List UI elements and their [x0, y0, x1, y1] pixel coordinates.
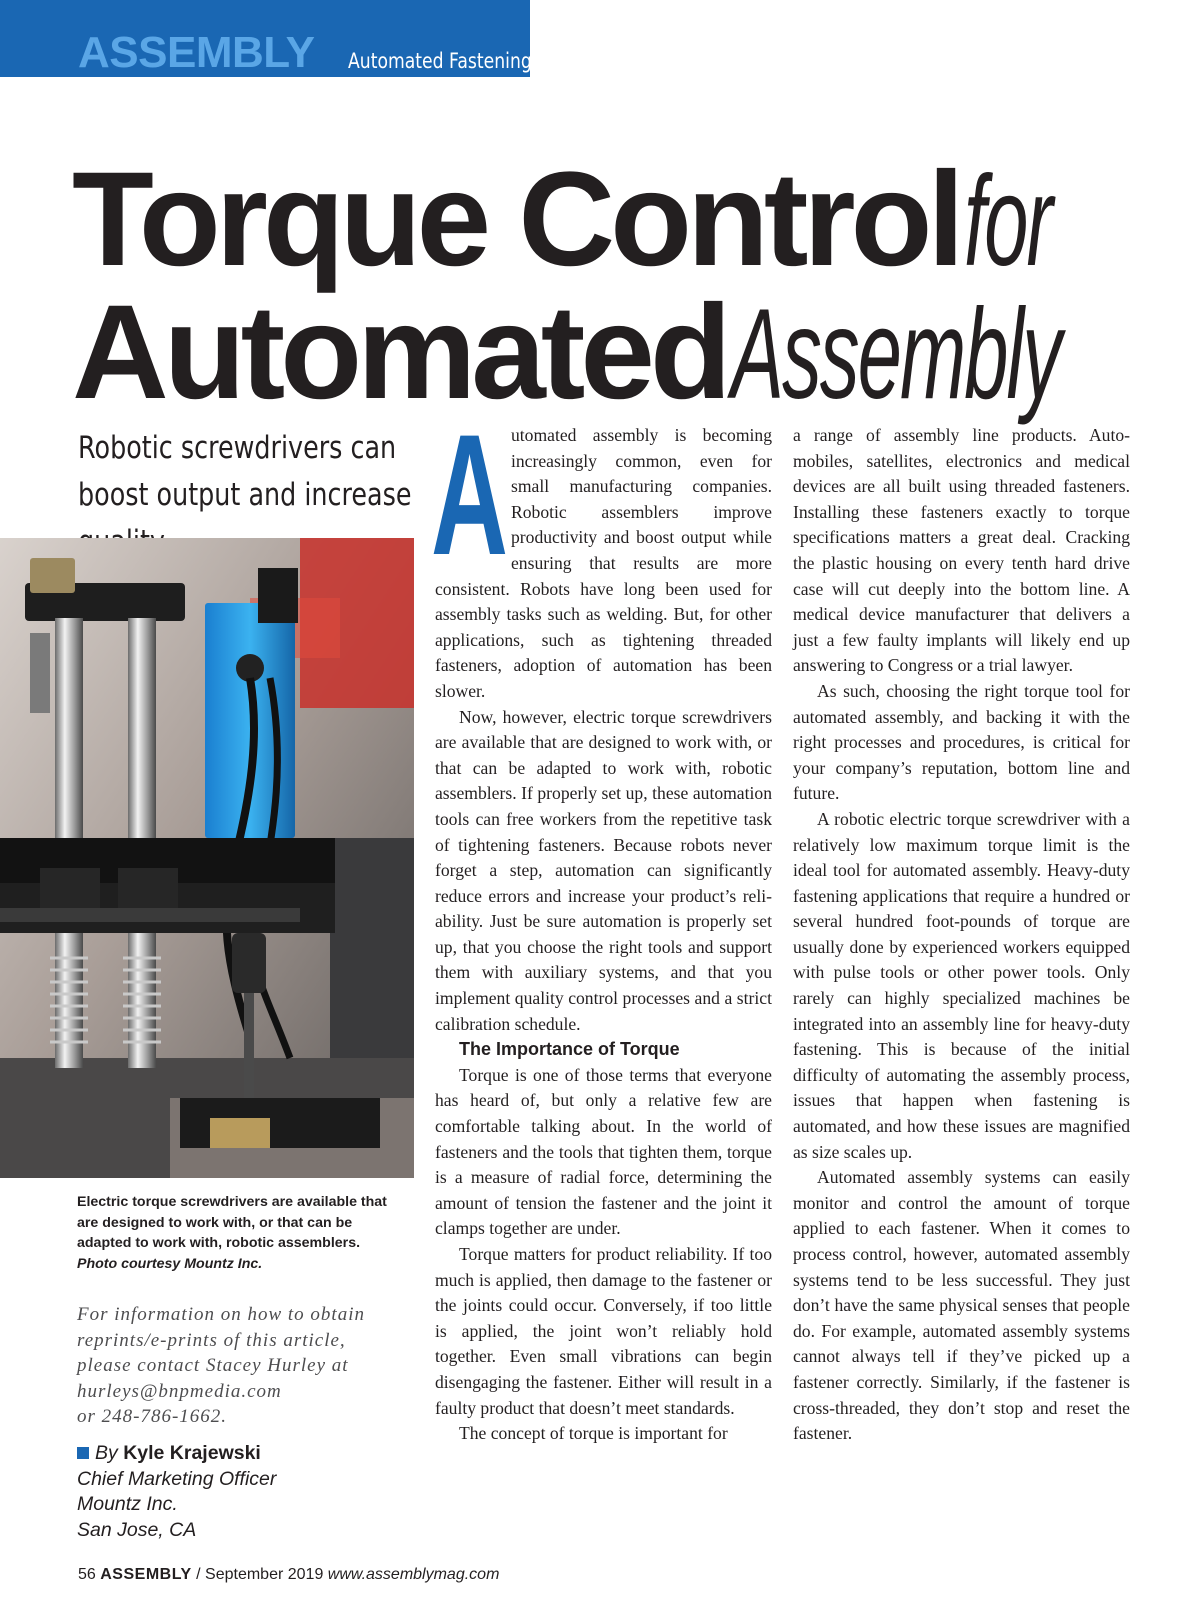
body-paragraph: The concept of torque is important for — [459, 1423, 728, 1444]
page-number: 56 — [78, 1566, 96, 1583]
footer-date: / September 2019 — [196, 1566, 324, 1583]
body-column-3 — [793, 423, 1130, 1447]
page-footer — [78, 1565, 499, 1585]
bullet-square-icon — [77, 1447, 89, 1459]
caption-credit: Photo courtesy Mountz Inc. — [77, 1255, 263, 1272]
headline-line-1 — [72, 145, 1104, 294]
body-paragraph: Torque is one of those terms that everyone has heard of, but only a relative few are comfortable talking about. In the world of fasteners and the tools that tighten them, torque is a measure of radial force, determining the amount of tension the fastener and the joint it clamps together are under. — [435, 1064, 772, 1239]
headline-line-2 — [72, 278, 1200, 427]
body-paragraph: Automated assembly systems can easily monitor and control the amount of torque applied to each fastener. When it comes to process control, however, automated assembly systems tend to be less successful. They just don’t have the same physical senses that people do. For example, automated assembly systems cannot always tell if they’ve picked up a fastener correctly. Similarly, if the fastener is cross-threaded, they don’t stop and reset the fastener. — [793, 1167, 1130, 1444]
author-location: San Jose, CA — [77, 1518, 197, 1541]
body-paragraph: Torque matters for product reliability. If too much is applied, then damage to the fastener or the joints could occur. Conversely, if too little is applied, the joint won’t reliably hold together. Even small vibrations can begin disengaging the fastener. Either will result in a faulty product that doesn’t meet standards. — [435, 1244, 772, 1418]
photo-caption — [77, 1192, 407, 1274]
body-column-2 — [431, 399, 772, 1447]
body-paragraph: a range of assembly line products. Automobiles, satellites, electronics and medical devices are all built using threaded fasteners. Installing these fasteners exactly to torque specifications matters a great deal. Cracking the plastic housing on every tenth hard drive case will cut deeply into the bottom line. A medical device manufacturer that delivers a just a few faulty implants will likely end up answering to Congress or a trial lawyer. — [793, 425, 1130, 676]
byline-by: By — [95, 1442, 118, 1464]
footer-brand: ASSEMBLY — [100, 1566, 192, 1583]
author-name: Kyle Krajewski — [123, 1442, 261, 1464]
caption-text: Electric torque screwdrivers are available that are designed to work with, or that can be adapted to work with, robotic assemblers. — [77, 1194, 387, 1251]
headline-italic-2: Assembly — [730, 283, 1060, 426]
section-subhead: The Importance of Torque — [459, 1039, 680, 1060]
body-paragraph: utomated assembly is becoming increasingly common, even for small manufacturing companies. Robotic assemblers improve productivity and boost output while ensuring that results are more consistent. Robots have long been used for assembly tasks such as welding. But, for other applications, such as tightening threaded fasteners, adoption of automation has been slower. — [435, 425, 772, 701]
author-company: Mountz Inc. — [77, 1493, 178, 1515]
body-paragraph: Now, however, electric torque screwdrivers are available that are designed to work with, or that can be adapted to work with, robotic assemblers. If properly set up, these automation tools can free workers from the repetitive task of tightening fasteners. Because robots never forget a step, automation can significantly reduce errors and increase your product’s reliability. Just be sure automation is properly set up, that you choose the right tools and support them with auxiliary systems, and that you implement quality control processes and a strict calibration schedule. — [435, 706, 772, 1034]
robotic-screwdriver-photo — [0, 538, 414, 1178]
body-paragraph: As such, choosing the right torque tool for automated assembly, and backing it with the right processes and procedures, is critical for your company’s reputation, bottom line and future. — [793, 680, 1130, 804]
footer-url[interactable]: www.assemblymag.com — [327, 1566, 500, 1583]
headline-bold-2: Automated — [72, 278, 727, 427]
article-deck: Robotic screwdrivers can boost output and increase — [78, 430, 412, 513]
author-title: Chief Marketing Officer — [77, 1467, 277, 1490]
author-byline — [77, 1441, 377, 1543]
reprint-info: For information on how to obtain reprints/e-prints of this article, please contact Stacey Hurley at hurleys@bnpmedia.com or 248-786-1662. — [77, 1304, 365, 1427]
subsection-label: Automated Fastening — [348, 49, 532, 73]
headline-bold-1: Torque Control — [72, 145, 960, 294]
drop-cap: A — [431, 399, 509, 591]
headline-italic-1: for — [963, 150, 1051, 293]
section-label: ASSEMBLY — [78, 28, 315, 77]
body-paragraph: A robotic electric torque screwdriver with a relatively low maximum torque limit is the ideal tool for automated assembly. Heavy-duty fastening applications that require a hundred or several hundred foot-pounds of torque are usually done by experienced workers equipped with pulse tools or other power tools. Only rarely can highly specialized machines be integrated into an assembly line for heavy-duty fastening. This is because of the initial difficulty of automating the assembly process, issues that happen when fastening is automated, and how these issues are magnified as size scales up. — [793, 808, 1130, 1162]
